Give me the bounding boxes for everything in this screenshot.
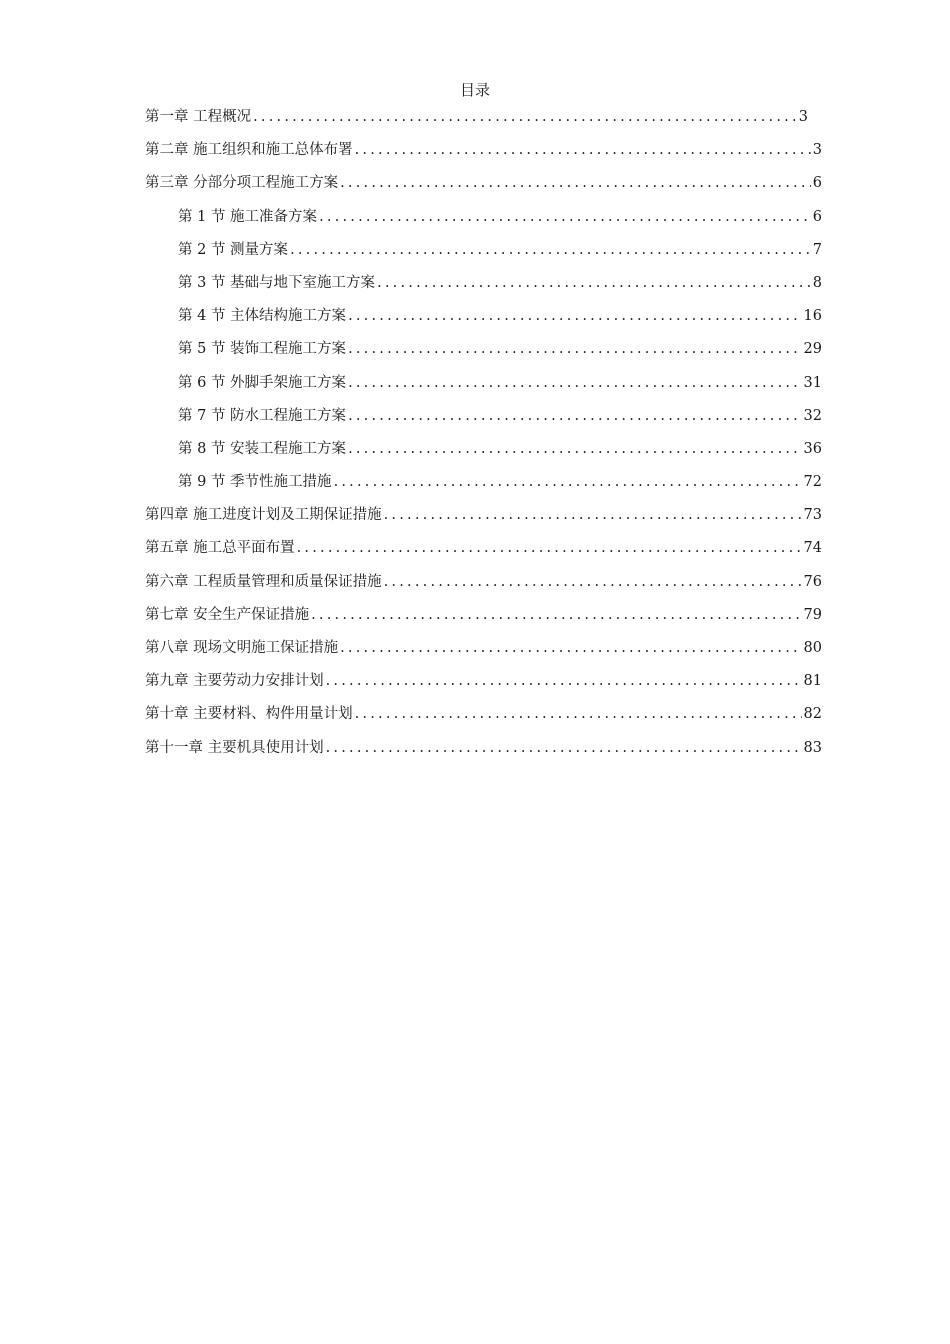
toc-entry-label: 第三章 分部分项工程施工方案 (145, 175, 339, 192)
toc-entry-label: 第十章 主要材料、构件用量计划 (145, 706, 353, 723)
toc-dot-leader (347, 435, 801, 463)
toc-entry-page-number: 32 (803, 407, 822, 424)
toc-entry-label: 第七章 安全生产保证措施 (145, 606, 310, 623)
toc-dot-leader (383, 501, 802, 529)
toc-dot-leader (354, 700, 802, 728)
toc-entry-page-number: 80 (803, 640, 822, 656)
toc-entry-section[interactable] (145, 302, 822, 335)
toc-dot-leader (252, 103, 797, 131)
toc-entry-chapter[interactable] (145, 700, 822, 733)
toc-dot-leader (347, 302, 801, 330)
toc-entry-page-number: 8 (812, 274, 822, 291)
toc-entry-section[interactable] (145, 402, 822, 435)
toc-entry-label: 第 2 节 测量方案 (178, 241, 289, 258)
toc-entry-label: 第 1 节 施工准备方案 (178, 208, 318, 225)
toc-entry-label: 第 5 节 装饰工程施工方案 (178, 341, 347, 358)
toc-entry-chapter[interactable] (145, 734, 822, 767)
toc-entry-label: 第 8 节 安装工程施工方案 (178, 440, 347, 457)
toc-entry-page-number: 36 (803, 440, 822, 457)
toc-entry-page-number: 81 (803, 673, 822, 690)
toc-entry-section[interactable] (145, 236, 822, 269)
toc-dot-leader (318, 203, 811, 231)
toc-entry-page-number: 29 (803, 341, 822, 358)
toc-entry-page-number: 31 (803, 374, 822, 391)
toc-dot-leader (376, 269, 811, 297)
toc-dot-leader (325, 667, 802, 695)
toc-entry-page-number: 79 (803, 606, 822, 623)
toc-entry-page-number: 3 (812, 142, 822, 159)
toc-entry-section[interactable] (145, 203, 822, 236)
toc-dot-leader (339, 634, 801, 662)
toc-entry-chapter[interactable] (145, 634, 822, 667)
toc-entry-chapter[interactable] (145, 534, 822, 567)
toc-entry-page-number: 7 (812, 241, 822, 258)
toc-entry-label: 第二章 施工组织和施工总体布署 (145, 142, 353, 159)
toc-entry-page-number: 74 (803, 540, 822, 557)
toc-entry-chapter[interactable] (145, 103, 808, 136)
toc-entry-label: 第 6 节 外脚手架施工方案 (178, 374, 347, 391)
toc-dot-leader (347, 402, 801, 430)
toc-dot-leader (354, 136, 811, 164)
toc-entry-page-number: 72 (803, 474, 822, 491)
toc-entry-chapter[interactable] (145, 136, 822, 169)
toc-entry-page-number: 6 (812, 175, 822, 192)
toc-entry-chapter[interactable] (145, 501, 822, 534)
toc-dot-leader (289, 236, 811, 264)
toc-entry-label: 第九章 主要劳动力安排计划 (145, 673, 324, 690)
toc-entry-chapter[interactable] (145, 169, 822, 202)
toc-entry-section[interactable] (145, 335, 822, 368)
toc-entry-page-number: 3 (798, 109, 808, 125)
toc-entry-section[interactable] (145, 369, 822, 402)
toc-entry-chapter[interactable] (145, 568, 822, 601)
toc-entry-page-number: 82 (803, 706, 822, 723)
toc-dot-leader (310, 601, 801, 629)
toc-entry-label: 第五章 施工总平面布置 (145, 540, 295, 557)
toc-dot-leader (339, 169, 811, 197)
toc-entry-section[interactable] (145, 468, 822, 501)
toc-entry-label: 第 3 节 基础与地下室施工方案 (178, 274, 376, 291)
toc-entry-chapter[interactable] (145, 601, 822, 634)
toc-entry-label: 第八章 现场文明施工保证措施 (145, 640, 339, 656)
toc-entry-label: 第 7 节 防水工程施工方案 (178, 407, 347, 424)
toc-entry-page-number: 83 (803, 739, 822, 756)
toc-entry-page-number: 6 (812, 208, 822, 225)
toc-entry-label: 第四章 施工进度计划及工期保证措施 (145, 507, 382, 524)
toc-entry-label: 第十一章 主要机具使用计划 (145, 739, 324, 756)
toc-entry-section[interactable] (145, 269, 822, 302)
toc-entry-page-number: 73 (803, 507, 822, 524)
toc-entry-label: 第一章 工程概况 (145, 109, 252, 125)
toc-entry-page-number: 16 (803, 308, 822, 325)
toc-dot-leader (383, 568, 802, 596)
toc-dot-leader (333, 468, 802, 496)
toc-dot-leader (347, 369, 801, 397)
toc-entry-page-number: 76 (803, 573, 822, 590)
toc-entry-label: 第 4 节 主体结构施工方案 (178, 308, 347, 325)
toc-title: 目录 (459, 81, 490, 99)
toc-list (145, 103, 822, 767)
toc-dot-leader (347, 335, 801, 363)
toc-entry-label: 第六章 工程质量管理和质量保证措施 (145, 573, 382, 590)
toc-entry-section[interactable] (145, 435, 822, 468)
toc-dot-leader (296, 534, 802, 562)
toc-entry-chapter[interactable] (145, 667, 822, 700)
toc-dot-leader (325, 734, 802, 762)
toc-entry-label: 第 9 节 季节性施工措施 (178, 474, 332, 491)
